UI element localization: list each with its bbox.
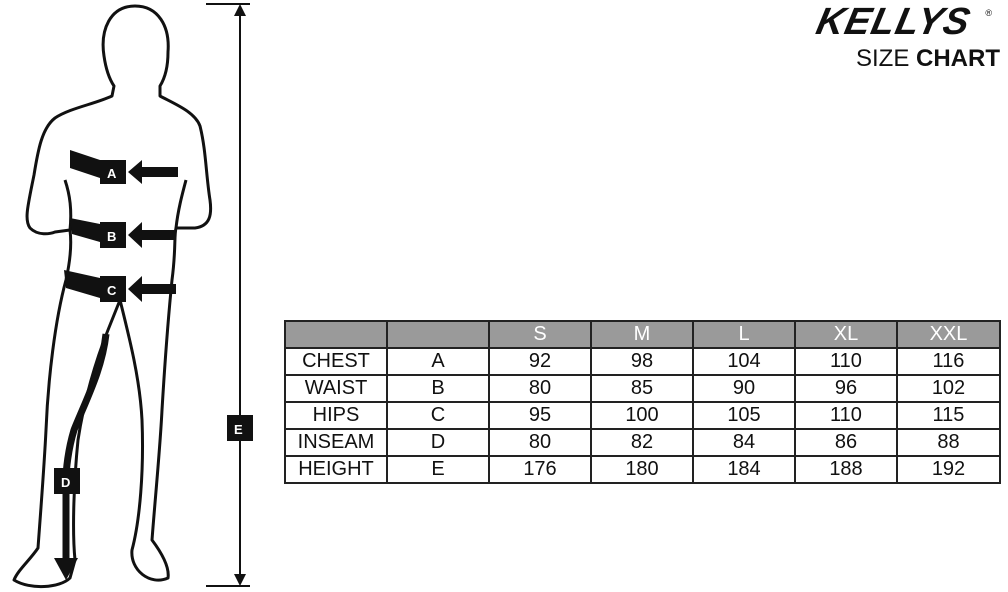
header-size-s: S bbox=[489, 321, 591, 348]
table-cell: 80 bbox=[489, 429, 591, 456]
table-cell: 115 bbox=[897, 402, 1000, 429]
registered-mark: ® bbox=[985, 8, 992, 18]
table-cell: 184 bbox=[693, 456, 795, 483]
row-label: HEIGHT bbox=[285, 456, 387, 483]
brand-logo bbox=[750, 2, 1000, 42]
table-cell: 102 bbox=[897, 375, 1000, 402]
header-cell bbox=[285, 321, 387, 348]
marker-d-label: D bbox=[61, 475, 71, 490]
table-cell: 188 bbox=[795, 456, 897, 483]
hips-band bbox=[64, 270, 100, 298]
table-cell: 100 bbox=[591, 402, 693, 429]
table-cell: 85 bbox=[591, 375, 693, 402]
table-header-row bbox=[285, 321, 1000, 348]
table-cell: 80 bbox=[489, 375, 591, 402]
table-row bbox=[285, 429, 1000, 456]
header-size-m: M bbox=[591, 321, 693, 348]
table-cell: 116 bbox=[897, 348, 1000, 375]
body-measurement-figure bbox=[0, 0, 260, 592]
inseam-arrowhead bbox=[54, 558, 78, 580]
waist-arrow bbox=[128, 222, 176, 248]
row-code: C bbox=[387, 402, 489, 429]
chest-arrow bbox=[128, 160, 178, 184]
table-row bbox=[285, 402, 1000, 429]
title-prefix: SIZE bbox=[855, 45, 910, 72]
chest-band bbox=[70, 150, 100, 178]
row-code: B bbox=[387, 375, 489, 402]
header-cell bbox=[387, 321, 489, 348]
table-row bbox=[285, 348, 1000, 375]
row-label: INSEAM bbox=[285, 429, 387, 456]
row-code: D bbox=[387, 429, 489, 456]
table-row bbox=[285, 375, 1000, 402]
table-cell: 95 bbox=[489, 402, 591, 429]
marker-a-label: A bbox=[107, 166, 117, 181]
header-size-xxl: XXL bbox=[897, 321, 1000, 348]
table-cell: 90 bbox=[693, 375, 795, 402]
table-cell: 104 bbox=[693, 348, 795, 375]
size-table bbox=[284, 320, 1001, 484]
table-cell: 105 bbox=[693, 402, 795, 429]
marker-c-label: C bbox=[107, 283, 117, 298]
inseam-line bbox=[66, 334, 106, 560]
table-row bbox=[285, 456, 1000, 483]
table-cell: 176 bbox=[489, 456, 591, 483]
row-label: HIPS bbox=[285, 402, 387, 429]
table-cell: 110 bbox=[795, 348, 897, 375]
table-cell: 180 bbox=[591, 456, 693, 483]
header-size-xl: XL bbox=[795, 321, 897, 348]
title-bold: CHART bbox=[916, 45, 1000, 72]
row-code: E bbox=[387, 456, 489, 483]
brand-name: KELLYS bbox=[812, 1, 975, 43]
page-title bbox=[856, 44, 1000, 74]
marker-e-label: E bbox=[234, 422, 243, 437]
header-size-l: L bbox=[693, 321, 795, 348]
table-cell: 92 bbox=[489, 348, 591, 375]
row-label: CHEST bbox=[285, 348, 387, 375]
table-cell: 82 bbox=[591, 429, 693, 456]
row-code: A bbox=[387, 348, 489, 375]
table-cell: 192 bbox=[897, 456, 1000, 483]
table-cell: 84 bbox=[693, 429, 795, 456]
table-cell: 88 bbox=[897, 429, 1000, 456]
table-cell: 110 bbox=[795, 402, 897, 429]
marker-b-label: B bbox=[107, 229, 117, 244]
table-cell: 96 bbox=[795, 375, 897, 402]
table-cell: 86 bbox=[795, 429, 897, 456]
waist-band bbox=[70, 218, 100, 242]
row-label: WAIST bbox=[285, 375, 387, 402]
table-cell: 98 bbox=[591, 348, 693, 375]
